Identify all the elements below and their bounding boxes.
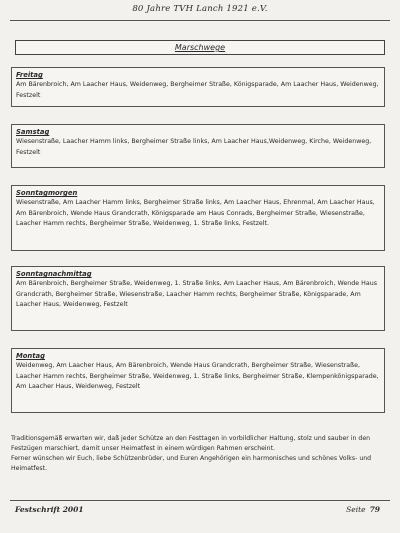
- route-box-sonntagmorgen: [11, 185, 385, 251]
- route-box-sonntagnachmittag: [11, 266, 385, 331]
- route-day: Samstag: [16, 128, 50, 136]
- route-day: Freitag: [16, 71, 43, 79]
- footer-page: [346, 505, 380, 514]
- document-title: Marschwege: [15, 40, 385, 55]
- route-text: Am Bärenbroich, Am Laacher Haus, Weidenweg, Bergheimer Straße, Königsparade, Am Laacher Haus, Weidenweg, Festzelt: [16, 81, 379, 99]
- route-day: Sonntagmorgen: [16, 189, 78, 197]
- page-header: 80 Jahre TVH Lanch 1921 e.V.: [132, 4, 268, 14]
- route-text: Wiesenstraße, Laacher Hamm links, Bergheimer Straße links, Am Laacher Haus,Weidenweg, Kirche, Weidenweg, Festzelt: [16, 138, 372, 156]
- page-label: Seite: [346, 505, 366, 514]
- header-rule: [10, 20, 390, 21]
- footer-rule: [10, 500, 390, 501]
- route-text: Am Bärenbroich, Bergheimer Straße, Weidenweg, 1. Straße links, Am Laacher Haus, Am Bärenbroich, Wende Haus Grandcrath, Bergheimer Straße, Wiesenstraße, Laacher Hamm rechts, Bergheimer Straße, Königsparade, Am Laacher Haus, Weidenweg, Festzelt: [16, 280, 377, 309]
- route-box-samstag: [11, 124, 385, 168]
- route-day: Montag: [16, 352, 45, 360]
- page-number: 79: [369, 505, 380, 514]
- route-text: Weidenweg, Am Laacher Haus, Am Bärenbroich, Wende Haus Grandcrath, Bergheimer Straße, Wiesenstraße, Laacher Hamm rechts, Bergheimer Straße, Weidenweg, 1. Straße links, Bergheimer Straße, Klempenkönigsparade, Am Laacher Haus, Weidenweg, Festzelt: [16, 362, 379, 391]
- closing-text: [11, 434, 389, 474]
- footer-publication: Festschrift 2001: [15, 505, 84, 514]
- route-day: Sonntagnachmittag: [16, 270, 92, 278]
- closing-paragraph: Traditionsgemäß erwarten wir, daß jeder Schütze an den Festtagen in vorbildlicher Haltung, stolz und sauber in den Festzügen marschiert, damit unser Heimatfest in einem würdigen Rahmen erscheint.: [11, 435, 371, 452]
- route-text: Wiesenstraße, Am Laacher Hamm links, Bergheimer Straße links, Am Laacher Haus, Ehrenmal, Am Laacher Haus, Am Bärenbroich, Wende Haus Grandcrath, Königsparade am Haus Conrads, Bergheimer Straße, Wiesenstraße, Laacher Hamm rechts, Bergheimer Straße, Weidenweg, 1. Straße links, Festzelt.: [16, 199, 375, 228]
- route-box-montag: [11, 348, 385, 413]
- route-box-freitag: [11, 67, 385, 107]
- closing-paragraph: Ferner wünschen wir Euch, liebe Schützenbrüder, und Euren Angehörigen ein harmonisches und schönes Volks- und Heimatfest.: [11, 455, 372, 472]
